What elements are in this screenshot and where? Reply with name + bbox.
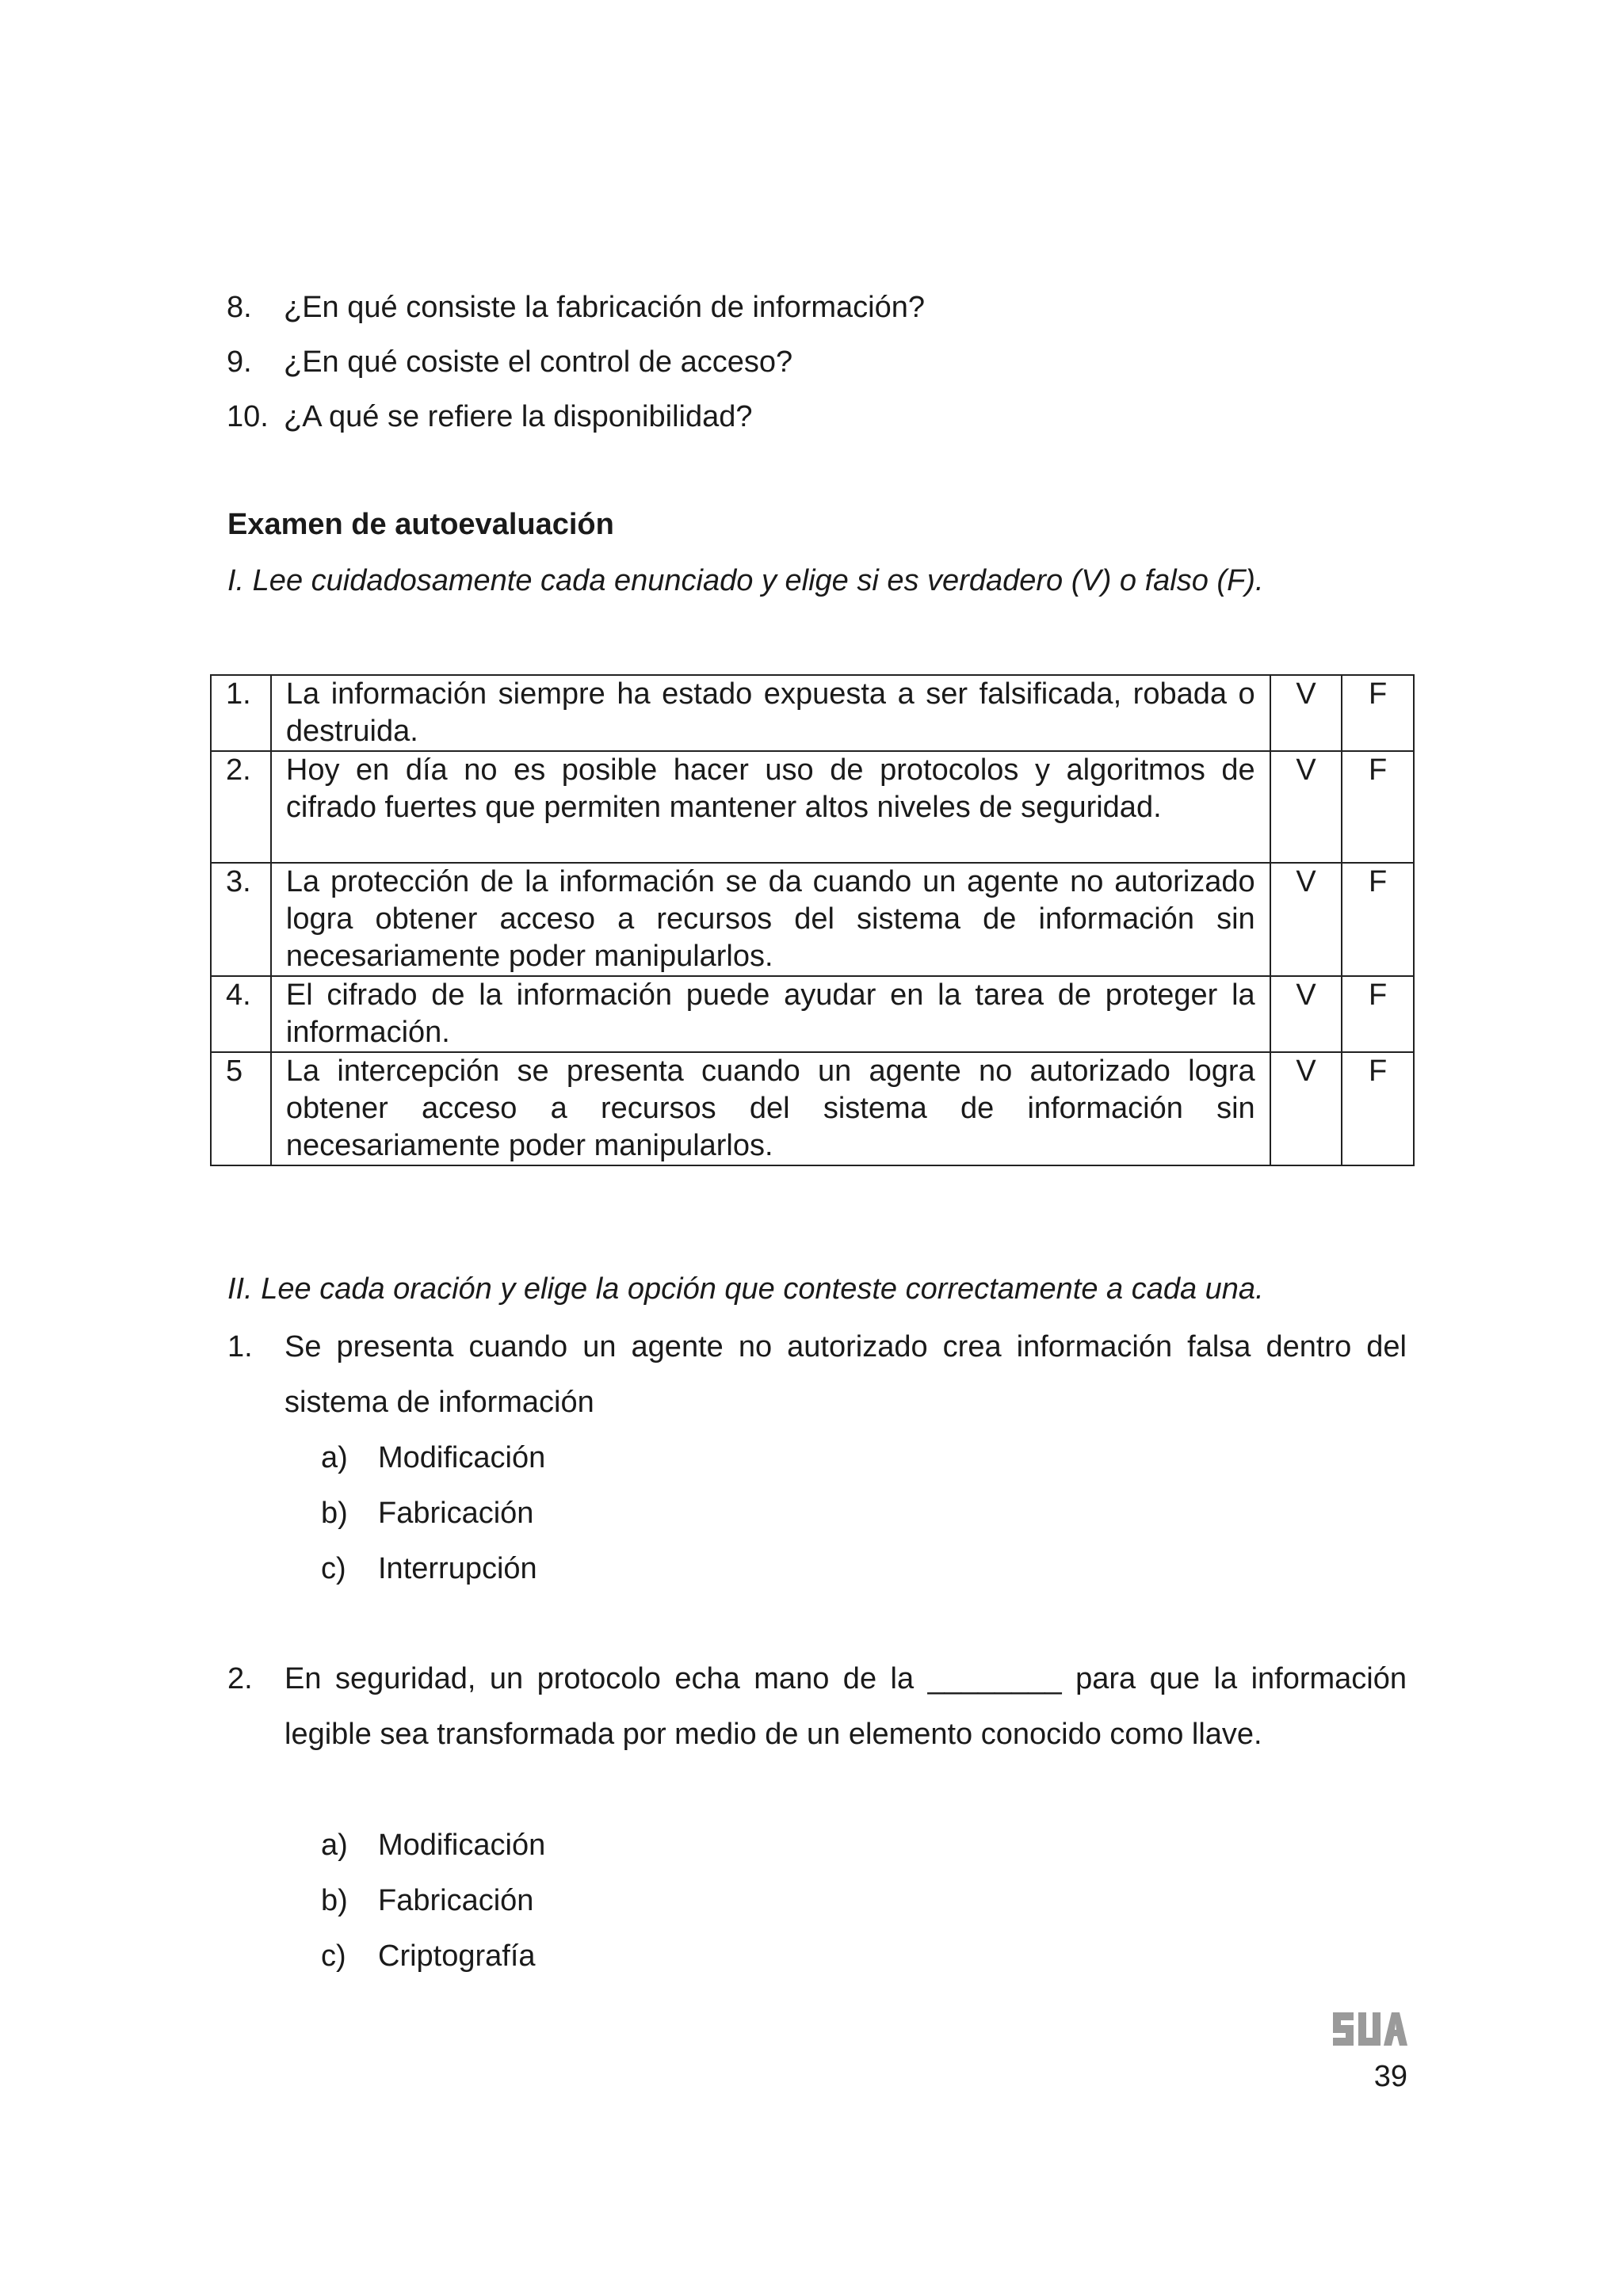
mc-option [321,1873,533,1928]
true-option: V [1270,675,1342,751]
table-row [211,675,1414,751]
false-option: F [1342,863,1414,976]
option-text: Interrupción [378,1552,537,1585]
question-item [227,290,925,325]
true-option: V [1270,1052,1342,1165]
item-number: 5 [211,1052,271,1165]
false-option: F [1342,675,1414,751]
true-option: V [1270,863,1342,976]
sua-logo [1331,2009,1407,2053]
sua-logo-mark [1331,2009,1407,2049]
question-text: ¿En qué consiste la fabricación de información? [284,291,926,324]
mc-option [321,1817,545,1873]
question-text: ¿En qué cosiste el control de acceso? [284,345,793,379]
table-row [211,976,1414,1052]
item-number: 2. [211,751,271,863]
item-statement: La información siempre ha estado expuesta a ser falsificada, robada o destruida. [271,675,1270,751]
question-item [227,399,753,434]
option-letter: c) [321,1939,346,1973]
option-text: Criptografía [378,1939,536,1973]
question-number: 10. [227,400,269,433]
part2-instruction: II. Lee cada oración y elige la opción que conteste correctamente a cada una. [227,1272,1264,1306]
true-option: V [1270,976,1342,1052]
option-text: Fabricación [378,1497,534,1530]
mc-question [227,1319,1407,1430]
item-statement: El cifrado de la información puede ayudar en la tarea de proteger la información. [271,976,1270,1052]
option-text: Modificación [378,1829,546,1862]
mc-question-number: 1. [227,1330,253,1363]
mc-option [321,1541,537,1596]
false-option: F [1342,1052,1414,1165]
question-item [227,345,792,379]
question-number: 8. [227,291,252,324]
mc-option [321,1486,533,1541]
item-statement: La intercepción se presenta cuando un agente no autorizado logra obtener acceso a recursos del sistema de información sin necesariamente poder manipularlos. [271,1052,1270,1165]
false-option: F [1342,976,1414,1052]
table-row [211,751,1414,863]
page-number: 39 [1373,2060,1407,2093]
option-letter: a) [321,1829,348,1862]
mc-question [227,1651,1407,1762]
option-letter: a) [321,1441,348,1474]
exam-title: Examen de autoevaluación [227,508,614,541]
true-false-table [210,674,1415,1166]
mc-option [321,1430,545,1486]
item-number: 1. [211,675,271,751]
question-number: 9. [227,345,252,379]
mc-question-text: Se presenta cuando un agente no autorizado crea información falsa dentro del sistema de información [285,1330,1407,1419]
option-letter: b) [321,1884,348,1917]
question-text: ¿A qué se refiere la disponibilidad? [284,400,753,433]
table-row [211,863,1414,976]
option-letter: c) [321,1552,346,1585]
option-text: Fabricación [378,1884,534,1917]
item-number: 3. [211,863,271,976]
part1-instruction: I. Lee cuidadosamente cada enunciado y elige si es verdadero (V) o falso (F). [227,564,1264,597]
true-option: V [1270,751,1342,863]
table-row [211,1052,1414,1165]
mc-question-number: 2. [227,1662,253,1695]
option-letter: b) [321,1497,348,1530]
mc-option [321,1928,536,1984]
false-option: F [1342,751,1414,863]
item-statement: Hoy en día no es posible hacer uso de protocolos y algoritmos de cifrado fuertes que permiten mantener altos niveles de seguridad. [271,751,1270,863]
mc-question-text: En seguridad, un protocolo echa mano de la ________ para que la información legible sea transformada por medio de un elemento conocido como llave. [285,1662,1407,1751]
item-number: 4. [211,976,271,1052]
item-statement: La protección de la información se da cuando un agente no autorizado logra obtener acceso a recursos del sistema de información sin necesariamente poder manipularlos. [271,863,1270,976]
option-text: Modificación [378,1441,546,1474]
